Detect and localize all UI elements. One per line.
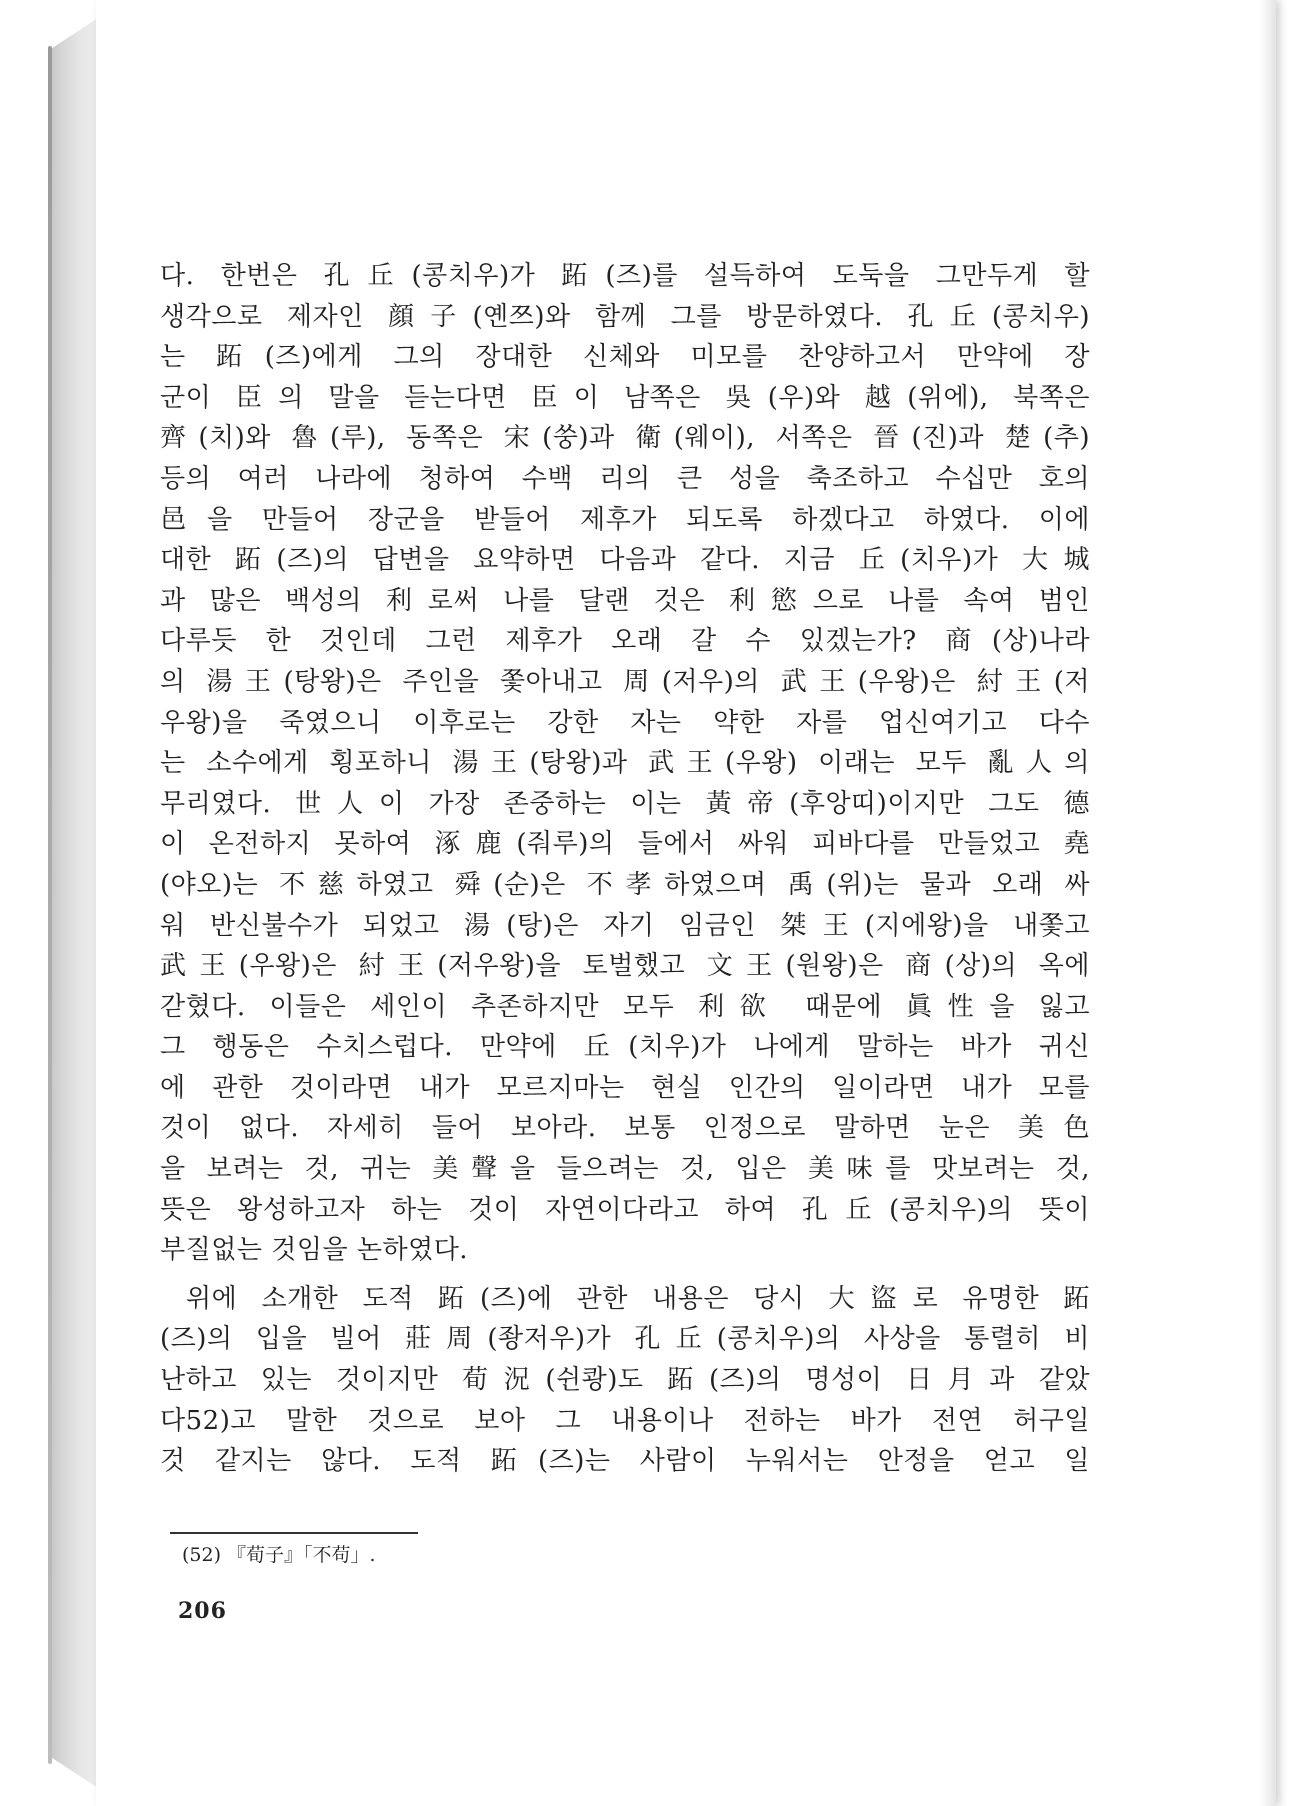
text-line: 것 같지는 않다. 도적 跖(즈)는 사람이 누워서는 안정을 얻고 일 xyxy=(160,1446,1090,1477)
text-line: 생각으로 제자인 顔子(옌쯔)와 함께 그를 방문하였다. 孔丘(콩치우) xyxy=(160,301,1090,332)
text-line: 다. 한번은 孔丘(콩치우)가 跖(즈)를 설득하여 도둑을 그만두게 할 xyxy=(160,261,1090,291)
text-line: 무리였다. 世人이 가장 존중하는 이는 黃帝(후앙띠)이지만 그도 德 xyxy=(160,788,1090,819)
text-line: 뜻은 왕성하고자 하는 것이 자연이다라고 하여 孔丘(콩치우)의 뜻이 xyxy=(160,1194,1090,1225)
text-line: 그 행동은 수치스럽다. 만약에 丘(치우)가 나에게 말하는 바가 귀신 xyxy=(160,1032,1090,1063)
text-line: 대한 跖(즈)의 답변을 요약하면 다음과 같다. 지금 丘(치우)가 大城 xyxy=(160,545,1090,576)
text-line: 갇혔다. 이들은 세인이 추존하지만 모두 利欲 때문에 眞性을 잃고 xyxy=(160,991,1090,1022)
text-line: 는 소수에게 횡포하니 湯王(탕왕)과 武王(우왕) 이래는 모두 亂人의 xyxy=(160,748,1090,779)
text-line: 에 관한 것이라면 내가 모르지마는 현실 인간의 일이라면 내가 모를 xyxy=(160,1072,1090,1103)
footnote: (52) 『荀子』「不苟」. xyxy=(182,1544,376,1566)
book-spine xyxy=(44,14,104,1792)
text-line: 난하고 있는 것이지만 荀況(쉰쾅)도 跖(즈)의 명성이 日月과 같았 xyxy=(160,1365,1090,1396)
paragraph-gap xyxy=(160,1271,1090,1279)
footnote-rule xyxy=(170,1532,418,1534)
text-line: 다52)고 말한 것으로 보아 그 내용이나 전하는 바가 전연 허구일 xyxy=(160,1405,1090,1436)
text-line: 다루듯 한 것인데 그런 제후가 오래 갈 수 있겠는가? 商(상)나라 xyxy=(160,626,1090,657)
text-line: 등의 여러 나라에 청하여 수백 리의 큰 성을 축조하고 수십만 호의 xyxy=(160,463,1090,494)
text-line: 우왕)을 죽였으니 이후로는 강한 자는 약한 자를 업신여기고 다수 xyxy=(160,707,1090,738)
text-line: 武王(우왕)은 紂王(저우왕)을 토벌했고 文王(원왕)은 商(상)의 옥에 xyxy=(160,951,1090,982)
text-line: 邑을 만들어 장군을 받들어 제후가 되도록 하겠다고 하였다. 이에 xyxy=(160,504,1090,535)
text-line: 齊(치)와 魯(루), 동쪽은 宋(쑹)과 衛(웨이), 서쪽은 晉(진)과 楚(추) xyxy=(160,423,1090,454)
text-line: 것이 없다. 자세히 들어 보아라. 보통 인정으로 말하면 눈은 美色 xyxy=(160,1113,1090,1144)
page-edge-shadow xyxy=(1260,0,1276,1806)
text-line: 의 湯王(탕왕)은 주인을 쫓아내고 周(저우)의 武王(우왕)은 紂王(저 xyxy=(160,666,1090,697)
text-line: 이 온전하지 못하여 涿鹿(줘루)의 들에서 싸워 피바다를 만들었고 堯 xyxy=(160,829,1090,860)
text-line: 과 많은 백성의 利로써 나를 달랜 것은 利慾으로 나를 속여 범인 xyxy=(160,585,1090,616)
text-line: (즈)의 입을 빌어 莊周(좡저우)가 孔丘(콩치우)의 사상을 통렬히 비 xyxy=(160,1324,1090,1355)
text-line: 워 반신불수가 되었고 湯(탕)은 자기 임금인 桀王(지에왕)을 내쫓고 xyxy=(160,910,1090,941)
body-text xyxy=(160,256,1090,1482)
text-line: 부질없는 것임을 논하였다. xyxy=(160,1235,469,1266)
page-number: 206 xyxy=(178,1598,227,1624)
text-line: (야오)는 不慈하였고 舜(순)은 不孝하였으며 禹(위)는 물과 오래 싸 xyxy=(160,869,1090,900)
text-line: 위에 소개한 도적 跖(즈)에 관한 내용은 당시 大盜로 유명한 跖 xyxy=(186,1283,1090,1314)
text-line: 군이 臣의 말을 듣는다면 臣이 남쪽은 吳(우)와 越(위에), 북쪽은 xyxy=(160,382,1090,413)
text-line: 을 보려는 것, 귀는 美聲을 들으려는 것, 입은 美味를 맛보려는 것, xyxy=(160,1154,1090,1185)
text-line: 는 跖(즈)에게 그의 장대한 신체와 미모를 찬양하고서 만약에 장 xyxy=(160,342,1090,373)
spine-edge xyxy=(48,46,52,1764)
